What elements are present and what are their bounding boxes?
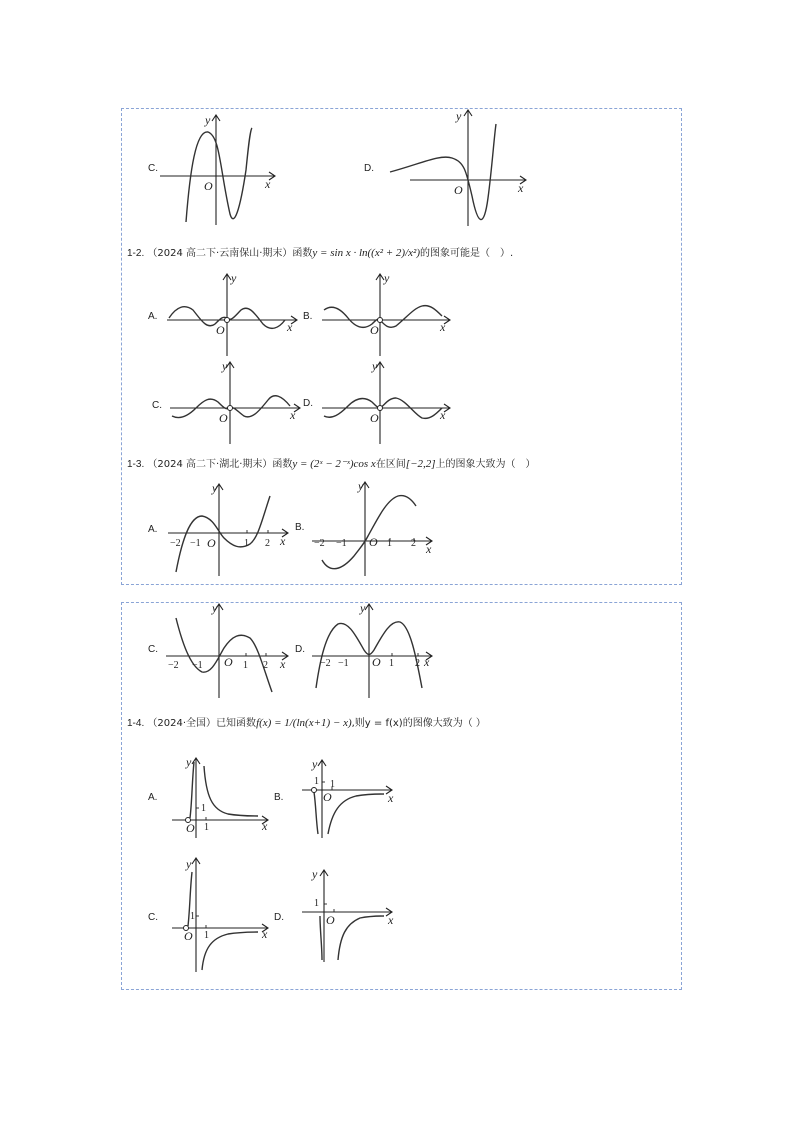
x-axis-label: x (424, 655, 430, 669)
question-1-2: 1-2. （2024 高二下·云南保山·期末）函数y = sin x · ln((x² + 2)/x²)的图象可能是（ ）. (127, 247, 514, 259)
formula: f(x) = 1/(ln(x+1) − x) (256, 717, 352, 729)
x-axis-label: x (265, 177, 271, 191)
x-axis-label: x (280, 657, 286, 671)
graph-q1-4-b (296, 756, 406, 841)
tick-label: −1 (338, 658, 349, 669)
origin-label: O (219, 411, 228, 425)
x-axis-label: x (518, 181, 524, 195)
question-1-3: 1-3. （2024 高二下·湖北·期末）函数y = (2ˣ − 2⁻ˣ)cos x在区间[−2,2]上的图象大致为（ ） (127, 458, 536, 470)
option-label: D. (303, 398, 313, 409)
tick-label: −2 (320, 658, 331, 669)
option-label: C. (152, 400, 162, 411)
y-axis-label: y (205, 113, 211, 127)
graph-q1-2-b (318, 270, 458, 360)
origin-label: O (216, 323, 225, 337)
x-axis-label: x (262, 819, 268, 833)
x-axis-label: x (440, 408, 446, 422)
tick-label-one: 1 (204, 930, 209, 941)
option-label: A. (148, 311, 158, 322)
tick-label-one: 1 (201, 803, 206, 814)
x-axis-label: x (388, 791, 394, 805)
y-axis-label: y (358, 479, 364, 493)
tick-label: 1 (244, 538, 249, 549)
tick-label: 1 (389, 658, 394, 669)
formula: y = sin x · ln((x² + 2)/x²) (312, 247, 420, 259)
y-axis-label: y (312, 757, 318, 771)
origin-label: O (370, 323, 379, 337)
y-axis-label: y (186, 755, 192, 769)
graph-q1-1-d (380, 108, 540, 233)
y-axis-label: y (212, 601, 218, 615)
origin-label: O (204, 179, 213, 193)
tick-label: 2 (411, 538, 416, 549)
option-label: B. (295, 522, 305, 533)
tick-label-one: 1 (330, 779, 335, 790)
tick-label: 2 (263, 660, 268, 671)
option-label: B. (303, 311, 313, 322)
option-label: C. (148, 163, 158, 174)
x-axis-label: x (262, 927, 268, 941)
option-label: C. (148, 912, 158, 923)
x-axis-label: x (290, 408, 296, 422)
y-axis-label: y (360, 601, 366, 615)
tick-label: 1 (387, 538, 392, 549)
tick-label: −1 (190, 538, 201, 549)
tick-label: −2 (170, 538, 181, 549)
x-axis-label: x (287, 320, 293, 334)
option-label: A. (148, 792, 158, 803)
y-axis-label: y (186, 857, 192, 871)
tick-label: 1 (243, 660, 248, 671)
x-axis-label: x (440, 320, 446, 334)
graph-q1-3-a (162, 480, 292, 580)
origin-label: O (184, 929, 193, 943)
y-axis-label: y (312, 867, 318, 881)
option-label: A. (148, 524, 158, 535)
graph-q1-4-a (168, 752, 278, 842)
y-axis-label: y (372, 359, 378, 373)
tick-label-one: 1 (314, 898, 319, 909)
origin-label: O (326, 913, 335, 927)
interval: [−2,2] (405, 458, 436, 470)
graph-q1-2-a (163, 270, 303, 360)
y-axis-label: y (222, 359, 228, 373)
graph-q1-3-d (308, 600, 438, 700)
tick-label: −1 (336, 538, 347, 549)
y-axis-label: y (384, 271, 390, 285)
origin-label: O (186, 821, 195, 835)
x-axis-label: x (388, 913, 394, 927)
x-axis-label: x (426, 542, 432, 556)
origin-label: O (224, 655, 233, 669)
y-axis-label: y (456, 109, 462, 123)
tick-label: −2 (168, 660, 179, 671)
origin-label: O (372, 655, 381, 669)
option-label: D. (274, 912, 284, 923)
option-label: C. (148, 644, 158, 655)
origin-label: O (454, 183, 463, 197)
graph-q1-3-b (308, 478, 438, 578)
question-1-4: 1-4. （2024·全国）已知函数f(x) = 1/(ln(x+1) − x),则y = f(x)的图像大致为（ ） (127, 717, 486, 729)
option-label: D. (295, 644, 305, 655)
graph-q1-4-d (296, 866, 406, 966)
graph-q1-1-c (160, 110, 290, 230)
y-axis-label: y (212, 481, 218, 495)
origin-label: O (369, 535, 378, 549)
tick-label-one: 1 (314, 776, 319, 787)
option-label: D. (364, 163, 374, 174)
tick-label: 2 (265, 538, 270, 549)
tick-label: −1 (192, 660, 203, 671)
graph-q1-2-c (166, 358, 306, 448)
origin-label: O (370, 411, 379, 425)
tick-label: 2 (415, 658, 420, 669)
tick-label-one: 1 (204, 822, 209, 833)
origin-label: O (323, 790, 332, 804)
origin-label: O (207, 536, 216, 550)
tick-label-one: 1 (190, 911, 195, 922)
option-label: B. (274, 792, 284, 803)
graph-q1-2-d (318, 358, 458, 448)
graph-q1-4-c (168, 852, 278, 977)
graph-q1-3-c (162, 600, 292, 700)
y-axis-label: y (231, 271, 237, 285)
x-axis-label: x (280, 534, 286, 548)
formula: y = (2ˣ − 2⁻ˣ)cos x (292, 458, 376, 470)
tick-label: −2 (314, 538, 325, 549)
